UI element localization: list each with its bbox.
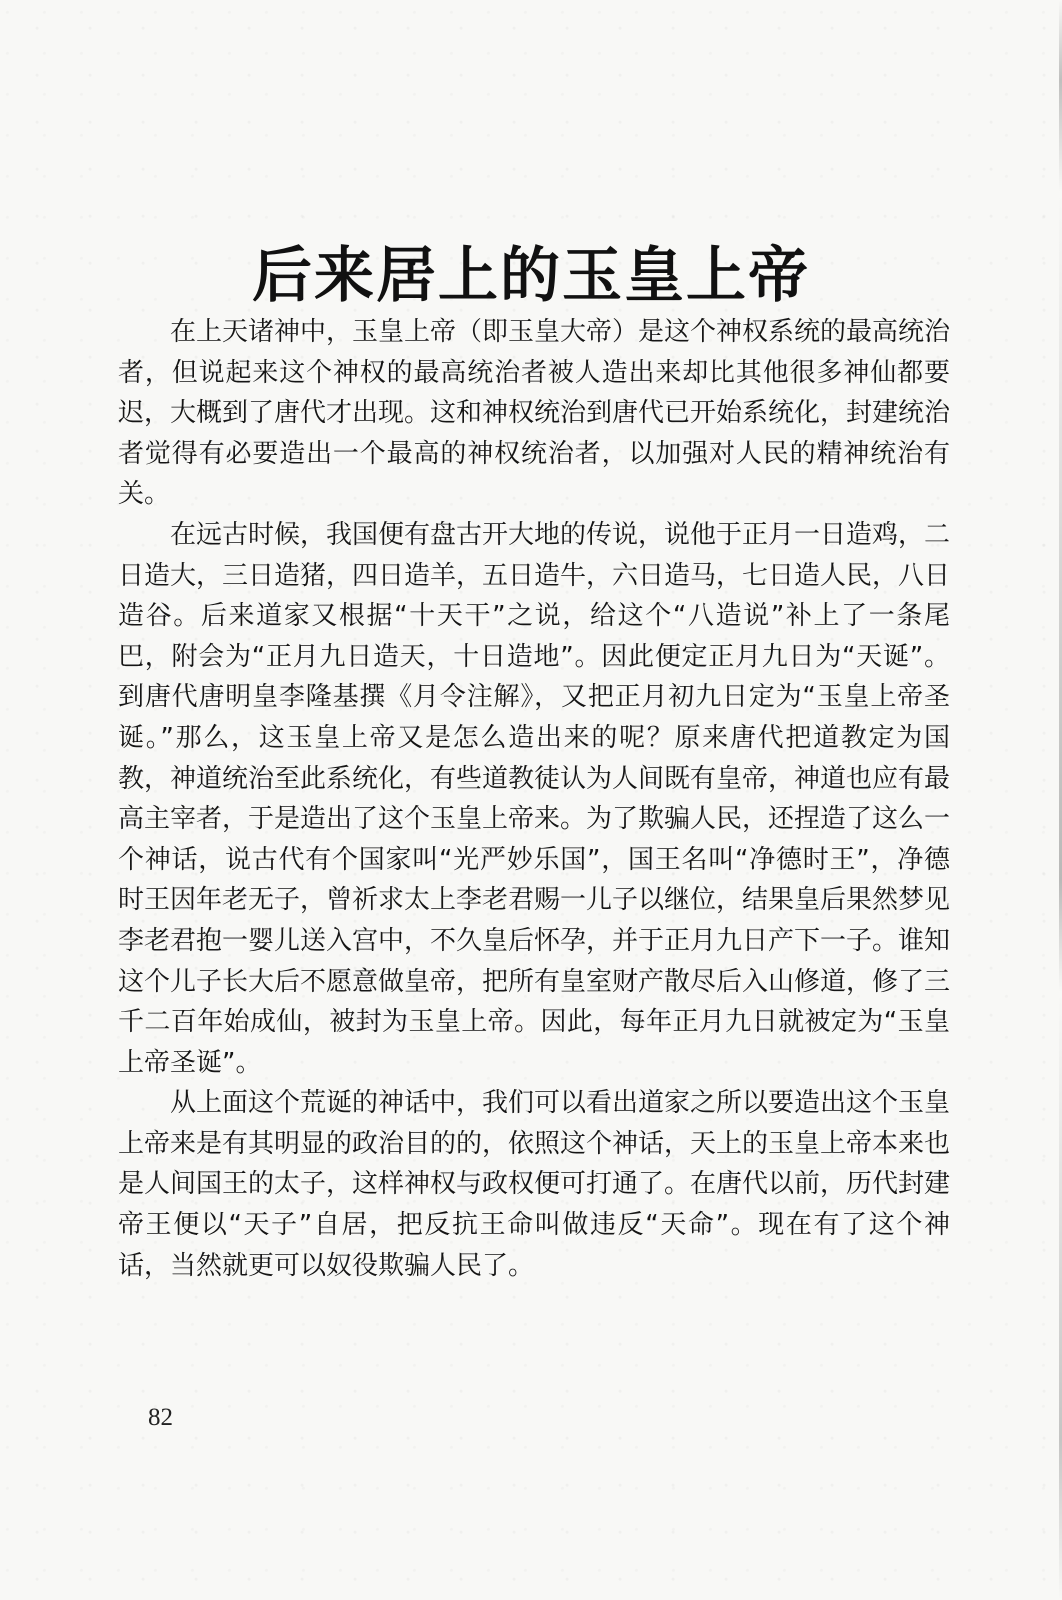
page-title: 后来居上的玉皇上帝 xyxy=(252,241,810,312)
paragraph-3: 从上面这个荒诞的神话中，我们可以看出道家之所以要造出这个玉皇上帝来是有其明显的政治目的的，依照这个神话，天上的玉皇上帝本来也是人间国王的太子，这样神权与政权便可打通了。在唐代以前，历代封建帝王便以“天子”自居，把反抗王命叫做违反“天命”。现在有了这个神话，当然就更可以奴役欺骗人民了。 xyxy=(118,1088,951,1281)
paragraph-2: 在远古时候，我国便有盘古开大地的传说，说他于正月一日造鸡，二日造大，三日造猪，四日造羊，五日造牛，六日造马，七日造人民，八日造谷。后来道家又根据“十天干”之说，给这个“八造说”补上了一条尾巴，附会为“正月九日造天，十日造地”。因此便定正月九日为“天诞”。到唐代唐明皇李隆基撰《月令注解》，又把正月初九日定为“玉皇上帝圣诞。”那么，这玉皇上帝又是怎么造出来的呢？原来唐代把道教定为国教，神道统治至此系统化，有些道教徒认为人间既有皇帝，神道也应有最高主宰者，于是造出了这个玉皇上帝来。为了欺骗人民，还捏造了这么一个神话，说古代有个国家叫“光严妙乐国”，国王名叫“净德时王”，净德时王因年老无子，曾祈求太上李老君赐一儿子以继位，结果皇后果然梦见李老君抱一婴儿送入宫中，不久皇后怀孕，并于正月九日产下一子。谁知这个儿子长大后不愿意做皇帝，把所有皇室财产散尽后入山修道，修了三千二百年始成仙，被封为玉皇上帝。因此，每年正月九日就被定为“玉皇上帝圣诞”。 xyxy=(118,519,951,1078)
paragraph-1: 在上天诸神中，玉皇上帝（即玉皇大帝）是这个神权系统的最高统治者，但说起来这个神权的最高统治者被人造出来却比其他很多神仙都要迟，大概到了唐代才出现。这和神权统治到唐代已开始系统化，封建统治者觉得有必要造出一个最高的神权统治者，以加强对人民的精神统治有关。 xyxy=(118,317,951,510)
article-body xyxy=(118,312,950,1286)
page-number: 82 xyxy=(148,1404,173,1431)
